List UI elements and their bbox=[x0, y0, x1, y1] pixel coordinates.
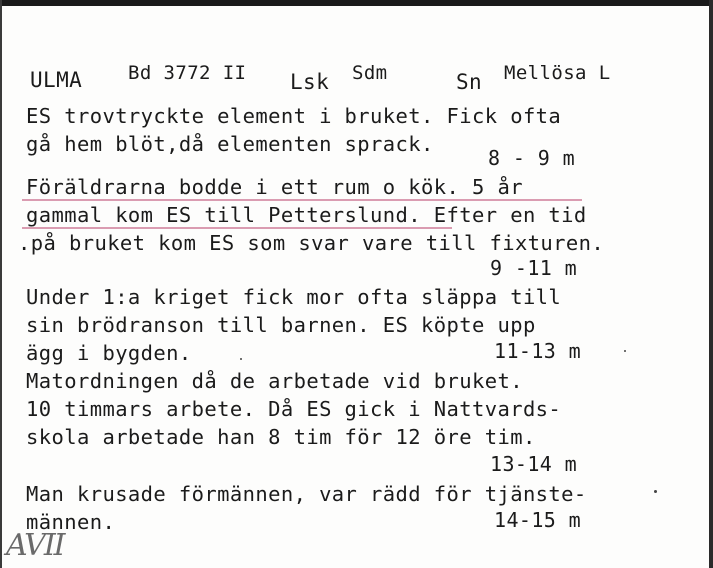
handwritten-signature: AVII bbox=[6, 528, 64, 563]
card-right-edge bbox=[709, 0, 713, 568]
card-left-edge bbox=[0, 0, 2, 568]
text-line: Under 1:a kriget fick mor ofta släppa till bbox=[26, 285, 562, 309]
dust-speck bbox=[654, 490, 657, 493]
text-line: ägg i bygden. bbox=[26, 341, 192, 365]
sn-label: Sn bbox=[456, 70, 483, 94]
text-line: sin brödranson till barnen. ES köpte upp bbox=[26, 313, 536, 337]
page-reference: 9 -11 m bbox=[490, 256, 578, 280]
text-line: gammal kom ES till Petterslund. Efter en tid bbox=[26, 203, 587, 227]
page-reference: 11-13 m bbox=[494, 339, 582, 363]
sn-value: Mellösa L bbox=[504, 62, 611, 84]
archive-label: ULMA bbox=[30, 68, 83, 92]
text-line: .på bruket kom ES som svar vare till fixturen. bbox=[18, 231, 605, 255]
dust-speck bbox=[240, 358, 242, 360]
text-line: gå hem blöt,då elementen sprack. bbox=[26, 132, 434, 156]
volume-label: Bd 3772 II bbox=[128, 62, 247, 84]
lsk-label: Lsk bbox=[290, 70, 330, 94]
page-reference: 13-14 m bbox=[490, 452, 578, 476]
page-reference: 8 - 9 m bbox=[488, 146, 576, 170]
dust-speck bbox=[624, 350, 626, 352]
card-top-edge bbox=[0, 0, 713, 6]
text-line: ES trovtryckte element i bruket. Fick ofta bbox=[26, 104, 562, 128]
text-line: skola arbetade han 8 tim för 12 öre tim. bbox=[26, 425, 536, 449]
lsk-value: Sdm bbox=[352, 62, 388, 84]
text-line: 10 timmars arbete. Då ES gick i Nattvards- bbox=[26, 397, 562, 421]
text-line: Man krusade förmännen, var rädd för tjänste- bbox=[26, 482, 587, 506]
text-line: Matordningen då de arbetade vid bruket. bbox=[26, 369, 523, 393]
text-line: Föräldrarna bodde i ett rum o kök. 5 år bbox=[26, 175, 523, 199]
text-line: männen. bbox=[26, 510, 116, 534]
page-reference: 14-15 m bbox=[494, 508, 582, 532]
